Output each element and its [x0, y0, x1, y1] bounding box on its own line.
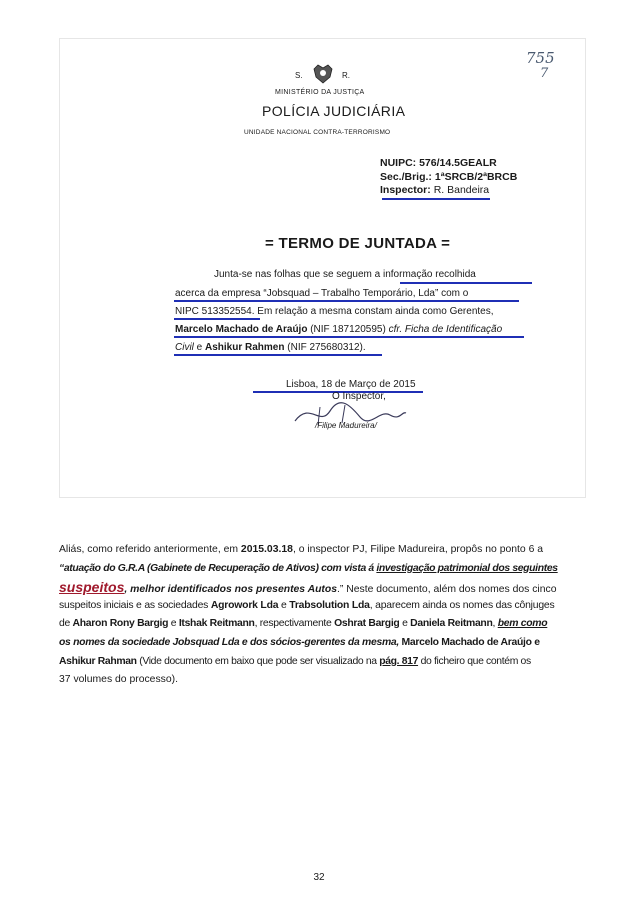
commentary-paragraph: [59, 541, 589, 690]
para-line-2: “atuação do G.R.A (Gabinete de Recuperação de Ativos) com vista á investigação patrimonial dos seguintes: [59, 562, 558, 574]
inspector-label: Inspector:: [380, 184, 431, 196]
crest-letter-s: S.: [295, 71, 303, 80]
crest-letter-r: R.: [342, 71, 350, 80]
para-line-4: suspeitos iniciais e as sociedades Agrowork Lda e Trabsolution Lda, aparecem ainda os nomes das cônjuges: [59, 599, 555, 611]
para-line-7: Ashikur Rahman (Vide documento em baixo que pode ser visualizado na pág. 817 do ficheiro que contém os: [59, 655, 531, 667]
nuipc-ref: NUIPC: 576/14.5GEALR: [380, 157, 497, 169]
suspects-highlight: suspeitos: [59, 579, 125, 596]
body-underline-4: [174, 336, 524, 338]
company-trabsolution: Trabsolution Lda: [289, 599, 370, 611]
agency-name: POLÍCIA JUDICIÁRIA: [262, 103, 406, 119]
handwritten-folio-sub: 7: [540, 66, 549, 81]
inspector-ref: [380, 184, 489, 196]
inspector-value: R. Bandeira: [433, 184, 490, 196]
unit-name: UNIDADE NACIONAL CONTRA-TERRORISMO: [244, 129, 391, 136]
body-underline-2: [174, 300, 519, 302]
place-date: Lisboa, 18 de Março de 2015: [286, 379, 416, 390]
quote-underlined: investigação patrimonial dos seguintes: [376, 562, 558, 574]
manager-name-2: Ashikur Rahmen: [205, 342, 285, 353]
body-underline-5: [174, 354, 382, 356]
civil-word: Civil: [175, 342, 194, 353]
para-line-6: os nomes da sociedade Jobsquad Lda e dos sócios-gerentes da mesma, Marcelo Machado de Araújo e: [59, 636, 540, 648]
body-line-1: Junta-se nas folhas que se seguem a informação recolhida: [214, 269, 476, 280]
manager-name-1: Marcelo Machado de Araújo: [175, 324, 308, 335]
para-line-3: suspeitos, melhor identificados nos presentes Autos.” Neste documento, além dos nomes dos cinco: [59, 579, 557, 596]
body-underline-3: [174, 318, 260, 320]
para-line-1: Aliás, como referido anteriormente, em 2015.03.18, o inspector PJ, Filipe Madureira, propôs no ponto 6 a: [59, 544, 544, 555]
ref-underline: [382, 198, 490, 200]
company-agrowork: Agrowork Lda: [210, 599, 279, 611]
handwritten-folio: 755: [526, 49, 555, 67]
body-line-3: NIPC 513352554. Em relação a mesma constam ainda como Gerentes,: [175, 306, 494, 317]
signature-name: /Filipe Madureira/: [315, 421, 377, 430]
page-number: 32: [313, 872, 325, 883]
ministry-name: MINISTÉRIO DA JUSTIÇA: [275, 89, 365, 96]
page-ref-link[interactable]: pág. 817: [379, 655, 419, 667]
scanned-document: [59, 38, 586, 498]
para-line-8: 37 volumes do processo).: [59, 674, 178, 686]
body-line-4: [175, 324, 502, 335]
body-line-2: acerca da empresa “Jobsquad – Trabalho Temporário, Lda” com o: [175, 288, 469, 299]
nif-1: (NIF 187120595): [307, 324, 389, 335]
document-title: = TERMO DE JUNTADA =: [265, 235, 451, 252]
nif-2: (NIF 275680312).: [284, 342, 366, 353]
section-ref: Sec./Brig.: 1ªSRCB/2ªBRCB: [380, 171, 518, 183]
id-card-ref: cfr. Ficha de Identificação: [388, 324, 503, 335]
para-line-5: de Aharon Rony Bargig e Itshak Reitmann, respectivamente Oshrat Bargig e Daniela Reitmann, bem como: [59, 618, 548, 630]
inspector-signoff: O Inspector,: [332, 391, 386, 402]
date-ref: 2015.03.18: [240, 544, 293, 555]
and-word: e: [193, 342, 206, 353]
coat-of-arms-icon: [310, 63, 336, 85]
body-line-5: [175, 342, 366, 353]
body-underline-1: [400, 282, 532, 284]
